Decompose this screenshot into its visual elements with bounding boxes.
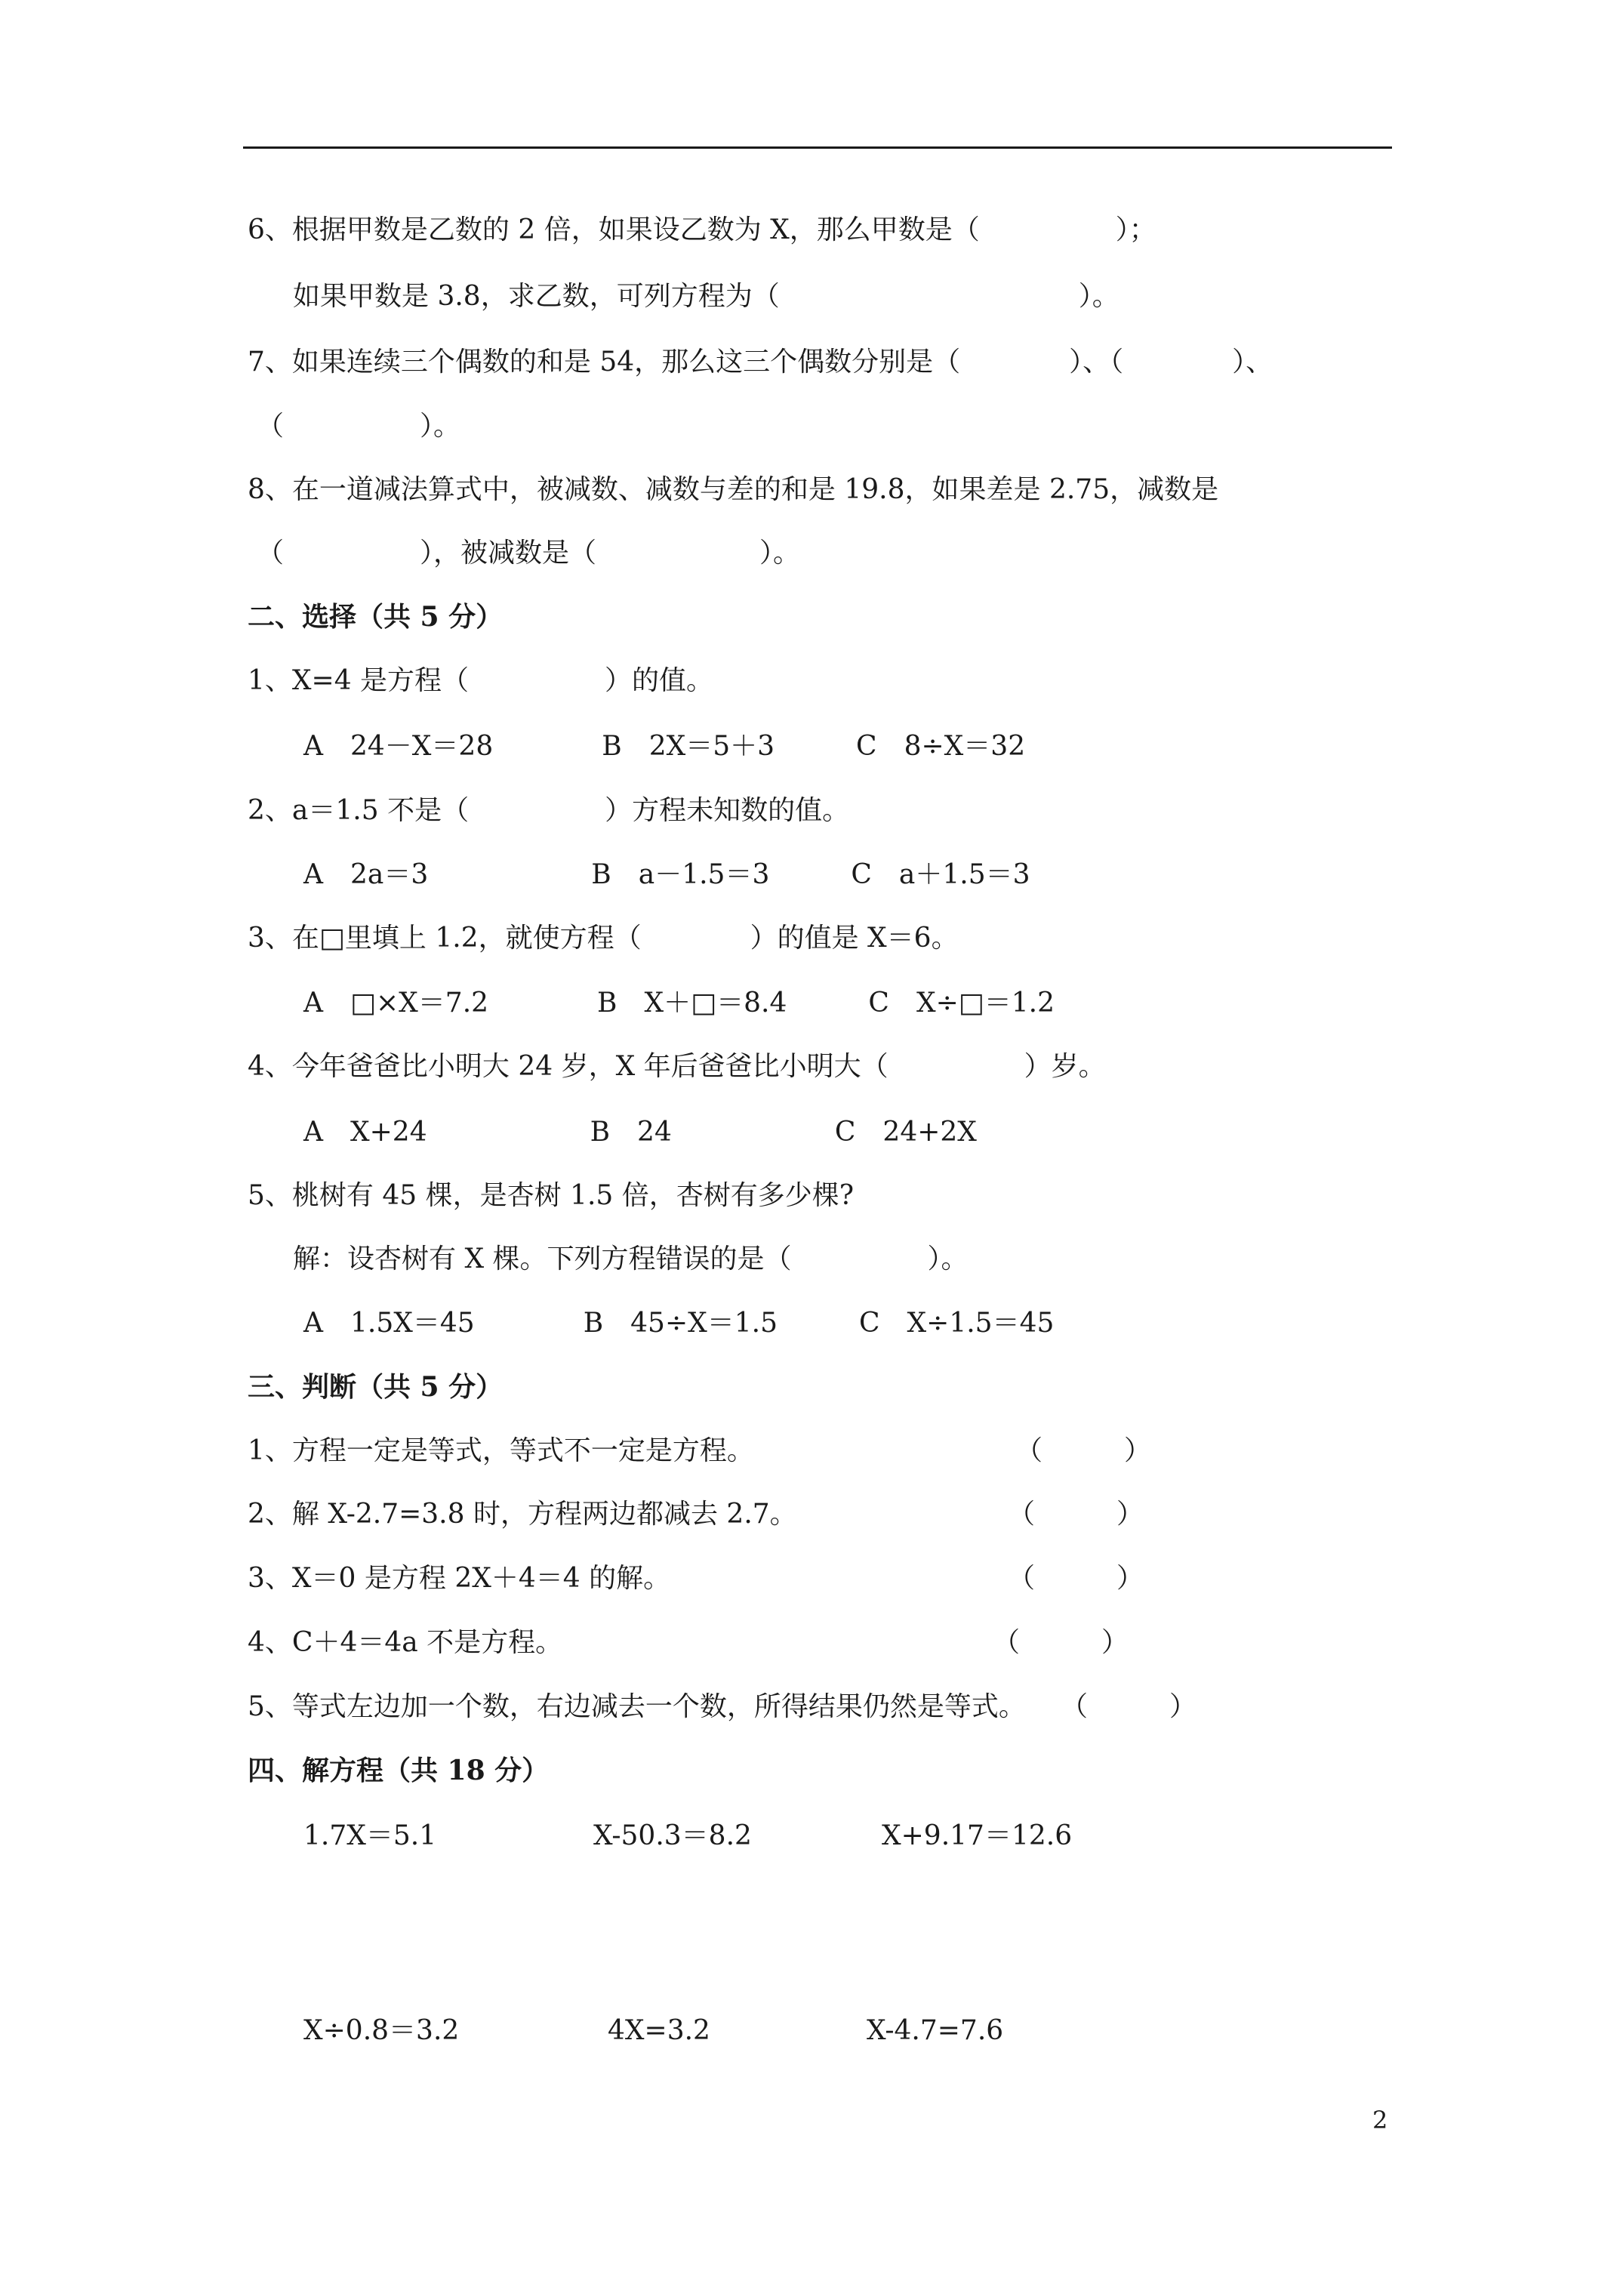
page-number: 2 (1372, 2106, 1388, 2134)
choice-q1: 1、X=4 是方程（ ）的值。 (248, 665, 714, 696)
equation-3: X+9.17＝12.6 (882, 1820, 1073, 1851)
q7-line2: （ ）。 (257, 411, 461, 442)
equation-4: X÷0.8＝3.2 (303, 2015, 460, 2046)
section-4-heading: 四、解方程（共 18 分） (248, 1755, 550, 1786)
choice-q1-options: A 24－X＝28 B 2X＝5＋3 C 8÷X＝32 (303, 731, 1026, 762)
judge-q5: 5、等式左边加一个数，右边减去一个数，所得结果仍然是等式。 (248, 1691, 1026, 1722)
choice-q3: 3、在□里填上 1.2，就使方程（ ）的值是 X＝6。 (248, 923, 959, 954)
equation-1: 1.7X＝5.1 (303, 1820, 437, 1851)
choice-q4: 4、今年爸爸比小明大 24 岁，X 年后爸爸比小明大（ ）岁。 (248, 1051, 1106, 1082)
judge-q5-answer-box: （ ） (1061, 1691, 1197, 1722)
q8-line2: （ ），被减数是（ ）。 (257, 538, 801, 569)
judge-q1: 1、方程一定是等式，等式不一定是方程。 (248, 1435, 754, 1466)
equation-5: 4X=3.2 (608, 2015, 710, 2046)
header-rule (243, 146, 1392, 149)
q8-line1: 8、在一道减法算式中，被减数、减数与差的和是 19.8，如果差是 2.75，减数是 (248, 474, 1219, 505)
judge-q3-answer-box: （ ） (1008, 1563, 1144, 1594)
section-2-heading: 二、选择（共 5 分） (248, 601, 504, 633)
judge-q2: 2、解 X-2.7=3.8 时，方程两边都减去 2.7。 (248, 1499, 797, 1530)
judge-q3: 3、X＝0 是方程 2X＋4＝4 的解。 (248, 1563, 671, 1594)
choice-q5-options: A 1.5X＝45 B 45÷X＝1.5 C X÷1.5＝45 (303, 1308, 1055, 1339)
judge-q4: 4、C＋4＝4a 不是方程。 (248, 1627, 563, 1658)
judge-q4-answer-box: （ ） (993, 1627, 1129, 1658)
choice-q5-line2: 解：设杏树有 X 棵。下列方程错误的是（ ）。 (293, 1244, 969, 1274)
choice-q3-options: A □×X＝7.2 B X＋□＝8.4 C X÷□＝1.2 (303, 988, 1055, 1019)
judge-q2-answer-box: （ ） (1008, 1499, 1144, 1530)
choice-q4-options: A X+24 B 24 C 24+2X (303, 1117, 977, 1148)
q6-line2: 如果甲数是 3.8，求乙数，可列方程为（ ）。 (293, 281, 1119, 312)
equation-6: X-4.7=7.6 (867, 2015, 1004, 2046)
choice-q2: 2、a＝1.5 不是（ ）方程未知数的值。 (248, 795, 850, 826)
equation-2: X-50.3＝8.2 (593, 1820, 752, 1851)
judge-q1-answer-box: （ ） (1015, 1435, 1152, 1466)
choice-q5: 5、桃树有 45 棵，是杏树 1.5 倍，杏树有多少棵? (248, 1180, 855, 1211)
q6-line1: 6、根据甲数是乙数的 2 倍，如果设乙数为 X，那么甲数是（ ）； (248, 214, 1156, 245)
section-3-heading: 三、判断（共 5 分） (248, 1371, 504, 1403)
choice-q2-options: A 2a＝3 B a－1.5＝3 C a＋1.5＝3 (303, 859, 1030, 890)
q7-line1: 7、如果连续三个偶数的和是 54，那么这三个偶数分别是（ ）、（ ）、 (248, 347, 1273, 378)
